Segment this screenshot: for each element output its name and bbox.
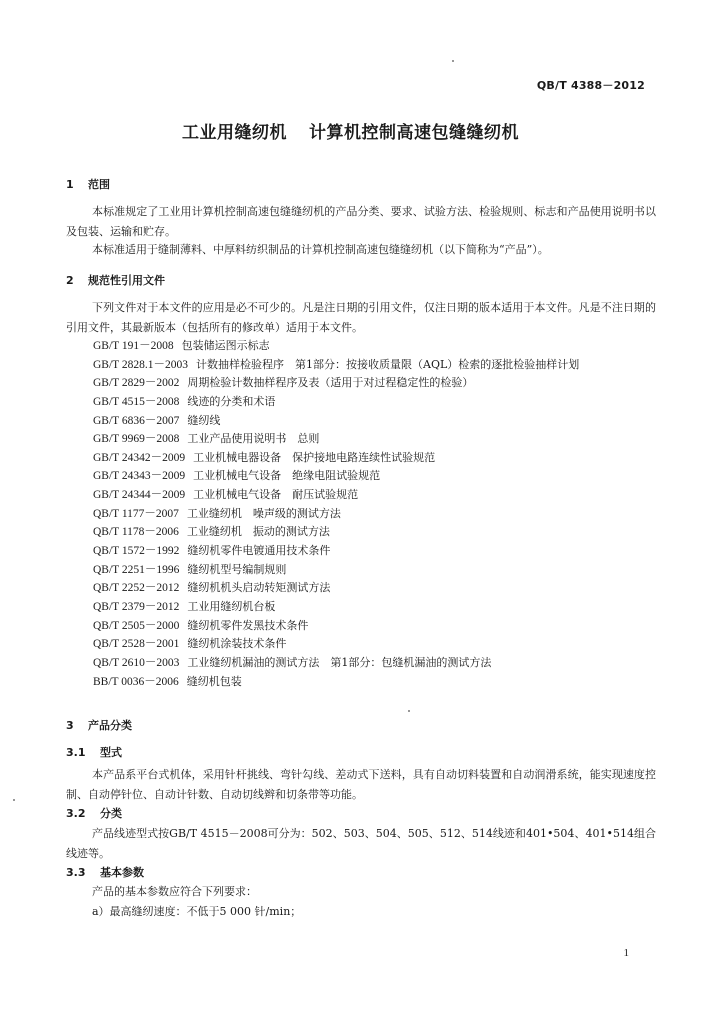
reference-item	[93, 393, 579, 412]
reference-title: 工业缝纫机漏油的测试方法 第1部分：包缝机漏油的测试方法	[187, 655, 492, 669]
section-3-3-heading	[66, 864, 144, 880]
section-3-1-paragraph: 本产品系平台式机体，采用针杆挑线、弯针勾线、差动式下送料，具有自动切料装置和自动润滑系统，能实现速度控制、自动停针位、自动计针数、自动切线辫和切条带等功能。	[66, 768, 656, 801]
reference-title: 缝纫机包装	[186, 674, 242, 688]
section-1-heading	[66, 176, 110, 192]
section-title: 产品分类	[88, 719, 132, 732]
title-part-1: 工业用缝纫机	[182, 123, 287, 143]
subsection-number: 3.2	[66, 807, 86, 820]
reference-item	[93, 617, 579, 636]
reference-code: GB/T 2828.1－2003	[93, 358, 188, 371]
subsection-title: 型式	[100, 746, 122, 759]
reference-title: 工业机械电器设备 保护接地电路连续性试验规范	[193, 450, 436, 464]
subsection-number: 3.1	[66, 746, 86, 759]
reference-item	[93, 542, 579, 561]
reference-code: GB/T 191－2008	[93, 340, 174, 352]
section-number: 3	[66, 719, 74, 732]
section-3-2-heading	[66, 805, 122, 821]
reference-code: QB/T 2379－2012	[93, 600, 180, 613]
reference-item	[93, 467, 579, 486]
reference-code: QB/T 1178－2006	[93, 526, 179, 539]
section-3-2-paragraph: 产品线迹型式按GB/T 4515－2008可分为：502、503、504、505、512、514线迹和401•504、401•514组合线迹等。	[66, 827, 656, 860]
reference-title: 缝纫机零件发黑技术条件	[187, 618, 309, 632]
reference-code: QB/T 2528－2001	[93, 638, 180, 651]
reference-title: 工业缝纫机 噪声级的测试方法	[186, 506, 341, 520]
reference-item	[93, 523, 579, 542]
reference-item	[93, 635, 579, 654]
subsection-title: 分类	[100, 807, 122, 820]
section-1-paragraph-1: 本标准规定了工业用计算机控制高速包缝缝纫机的产品分类、要求、试验方法、检验规则、标志和产品使用说明书以及包装、运输和贮存。	[66, 205, 656, 238]
section-number: 2	[66, 274, 74, 287]
scan-speck	[13, 799, 15, 801]
reference-code: GB/T 24342－2009	[93, 451, 186, 464]
reference-item	[93, 598, 579, 617]
reference-item	[93, 579, 579, 598]
section-title: 规范性引用文件	[88, 274, 165, 287]
reference-code: GB/T 24343－2009	[93, 470, 186, 483]
reference-code: GB/T 9969－2008	[93, 433, 180, 446]
section-3-3-item-a: a）最高缝纫速度：不低于5 000 针/min；	[92, 905, 302, 918]
subsection-number: 3.3	[66, 866, 86, 879]
reference-code: GB/T 6836－2007	[93, 414, 180, 427]
subsection-title: 基本参数	[100, 866, 144, 879]
reference-code: QB/T 2251－1996	[93, 563, 180, 576]
section-2-heading	[66, 272, 165, 288]
section-number: 1	[66, 178, 74, 191]
normative-references-list	[93, 337, 579, 691]
scan-speck	[452, 60, 454, 62]
scan-speck	[408, 710, 410, 712]
reference-item	[93, 412, 579, 431]
reference-title: 工业用缝纫机台板	[187, 599, 276, 613]
title-part-2: 计算机控制高速包缝缝纫机	[309, 123, 519, 143]
reference-code: GB/T 4515－2008	[93, 395, 180, 408]
page-number: 1	[623, 947, 629, 959]
reference-item	[93, 561, 579, 580]
reference-title: 工业产品使用说明书 总则	[187, 432, 320, 446]
section-3-heading	[66, 717, 132, 733]
reference-item	[93, 430, 579, 449]
section-title: 范围	[88, 178, 110, 191]
reference-code: QB/T 2505－2000	[93, 619, 180, 632]
reference-title: 缝纫机零件电镀通用技术条件	[187, 544, 331, 558]
section-3-1-heading	[66, 744, 122, 760]
reference-title: 工业机械电气设备 耐压试验规范	[193, 488, 359, 502]
section-2-intro: 下列文件对于本文件的应用是必不可少的。凡是注日期的引用文件，仅注日期的版本适用于本文件。凡是不注日期的引用文件，其最新版本（包括所有的修改单）适用于本文件。	[66, 301, 656, 334]
section-1-paragraph-2: 本标准适用于缝制薄料、中厚料纺织制品的计算机控制高速包缝缝纫机（以下简称为“产品”）。	[92, 243, 549, 256]
reference-code: QB/T 2610－2003	[93, 656, 180, 669]
reference-title: 缝纫线	[187, 413, 221, 427]
reference-title: 线迹的分类和术语	[187, 394, 276, 408]
reference-item	[93, 337, 579, 356]
reference-code: QB/T 1177－2007	[93, 507, 179, 520]
reference-title: 计数抽样检验程序 第1部分：按接收质量限（AQL）检索的逐批检验抽样计划	[196, 357, 580, 371]
reference-code: BB/T 0036－2006	[93, 675, 179, 688]
reference-code: QB/T 2252－2012	[93, 582, 180, 595]
reference-item	[93, 505, 579, 524]
reference-item	[93, 449, 579, 468]
reference-code: QB/T 1572－1992	[93, 545, 180, 558]
reference-code: GB/T 2829－2002	[93, 377, 180, 390]
reference-title: 缝纫机型号编制规则	[187, 562, 287, 576]
reference-title: 工业机械电气设备 绝缘电阻试验规范	[193, 469, 381, 483]
reference-item	[93, 654, 579, 673]
reference-item	[93, 374, 579, 393]
reference-title: 缝纫机机头启动转矩测试方法	[187, 581, 331, 595]
reference-item	[93, 486, 579, 505]
standard-code: QB/T 4388－2012	[536, 79, 645, 92]
reference-title: 缝纫机涂装技术条件	[187, 637, 287, 651]
reference-title: 包装储运图示标志	[181, 339, 270, 352]
section-3-3-intro: 产品的基本参数应符合下列要求：	[92, 885, 257, 898]
reference-title: 周期检验计数抽样程序及表（适用于对过程稳定性的检验）	[187, 376, 474, 390]
document-title	[0, 118, 701, 143]
reference-item	[93, 673, 579, 692]
reference-title: 工业缝纫机 振动的测试方法	[186, 525, 330, 539]
reference-item	[93, 356, 579, 375]
reference-code: GB/T 24344－2009	[93, 489, 186, 502]
